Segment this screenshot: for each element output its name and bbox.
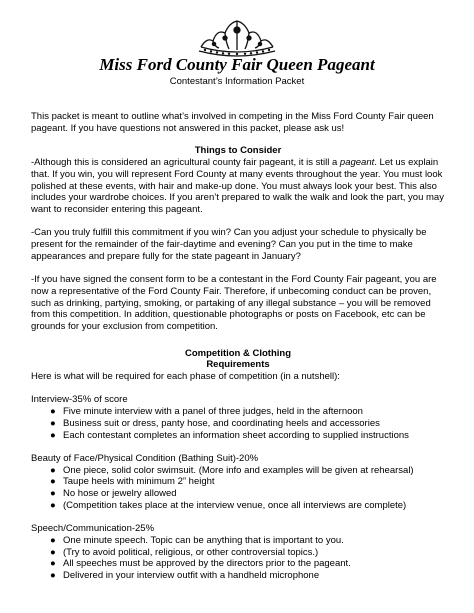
list-item-text: Taupe heels with minimum 2” height [63,476,215,488]
list-item-text: One minute speech. Topic can be anything that is important to you. [63,534,344,546]
list-item-text: Delivered in your interview outfit with a handheld microphone [63,569,320,581]
page-title: Miss Ford County Fair Queen Pageant [99,55,375,74]
things-heading: Things to Consider [194,145,282,157]
list-item-text: Business suit or dress, panty hose, and coordinating heels and accessories [63,417,380,429]
interview-list [31,406,445,441]
things-p1-emphasis: pageant [339,157,375,169]
list-item: ● (Competition takes place at the interview venue, once all interviews are complete) [50,499,407,511]
page-subtitle: Contestant’s Information Packet [169,76,305,87]
competition-intro: Here is what will be required for each phase of competition (in a nutshell): [31,371,340,383]
list-item-text: (Try to avoid political, religious, or other controversial topics.) [63,546,319,558]
document-body [31,111,445,582]
list-item: ● Five minute interview with a panel of three judges, held in the afternoon [50,406,363,418]
list-item: ● (Try to avoid political, religious, or other controversial topics.) [50,546,319,558]
list-item: ● Delivered in your interview outfit with a handheld microphone [50,569,320,581]
tiara-logo [195,17,279,57]
beauty-list [31,465,445,512]
list-item-text: (Competition takes place at the interview venue, once all interviews are complete) [63,499,407,511]
list-item: ● No hose or jewelry allowed [50,488,177,500]
section-title-speech: Speech/Communication-25% [31,523,155,535]
list-item: ● Each contestant completes an information sheet according to supplied instructions [50,429,409,441]
list-item-text: No hose or jewelry allowed [63,488,177,500]
things-p1-text-cont: . Let us explain that. If you win, you will represent Ford County at many events throughout the year. You must look polished at these events, with hair and make-up done. You must always look your best. This also includes your wardrobe choices. If you aren’t prepared to walk the walk and look the part, you may want to reconsider entering this pageant. [31,157,444,215]
things-paragraph-3: -If you have signed the consent form to be a contestant in the Ford County Fair pageant, you are now a representative of the Ford County Fair. Therefore, if unbecoming conduct can be proven, such as drinking, partying, smoking, or partaking of any illegal substance – you will be removed from this competition. In addition, questionable photographs or posts on Facebook, etc can be grounds for your exclusion from competition. [31,274,437,332]
things-p1-text: -Although this is considered an agricultural county fair pageant, it is still a [31,157,340,169]
list-item: ● One piece, solid color swimsuit. (More info and examples will be given at rehearsal) [50,464,414,476]
intro-paragraph: This packet is meant to outline what’s involved in competing in the Miss Ford County Fair queen pageant. If you have questions not answered in this packet, please ask us! [31,111,434,134]
things-paragraph-1 [31,157,445,216]
list-item: ● One minute speech. Topic can be anything that is important to you. [50,534,344,546]
competition-heading-line1: Competition & Clothing [184,347,292,359]
competition-heading-line2: Requirements [206,359,270,371]
list-item-text: Five minute interview with a panel of three judges, held in the afternoon [63,406,363,418]
list-item: ● All speeches must be approved by the directors prior to the pageant. [50,558,351,570]
list-item-text: All speeches must be approved by the directors prior to the pageant. [63,558,351,570]
section-title-interview: Interview-35% of score [31,394,128,406]
list-item: ● Taupe heels with minimum 2” height [50,476,215,488]
speech-list [31,535,445,582]
list-item-text: Each contestant completes an information sheet according to supplied instructions [63,429,409,441]
things-paragraph-2: -Can you truly fulfill this commitment if you win? Can you adjust your schedule to physically be present for the remainder of the fair-daytime and evening? Can you put in the time to make appearances and prepare fully for the state pageant in January? [31,227,427,262]
list-item-text: One piece, solid color swimsuit. (More info and examples will be given at rehearsal) [63,464,414,476]
list-item: ● Business suit or dress, panty hose, and coordinating heels and accessories [50,417,380,429]
section-title-beauty: Beauty of Face/Physical Condition (Bathing Suit)-20% [31,452,259,464]
